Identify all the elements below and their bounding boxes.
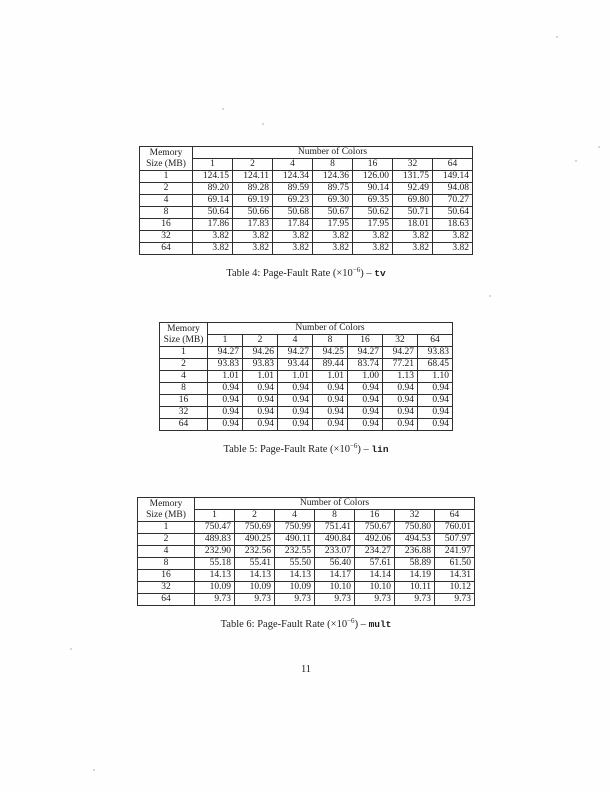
value-cell: 0.94 [243,407,278,419]
table-row [160,359,453,371]
value-cell: 3.82 [313,243,353,255]
memory-size-cell: 8 [160,383,208,395]
value-cell: 3.82 [233,231,273,243]
value-cell: 0.94 [278,407,313,419]
value-cell: 94.27 [278,347,313,359]
value-cell: 9.73 [355,594,395,606]
value-cell: 490.25 [235,534,275,546]
value-cell: 9.73 [395,594,435,606]
table-row [140,219,473,231]
value-cell: 94.27 [208,347,243,359]
value-cell: 232.90 [195,546,235,558]
value-cell: 3.82 [313,231,353,243]
value-cell: 14.17 [315,570,355,582]
memory-size-cell: 8 [138,558,195,570]
value-cell: 0.94 [208,395,243,407]
value-cell: 0.94 [313,407,348,419]
table-row [138,582,475,594]
color-count-header: 32 [393,159,433,171]
scan-speck [222,108,224,110]
value-cell: 0.94 [383,419,418,431]
color-count-header: 4 [278,335,313,347]
memory-size-header-line: Size (MB) [163,334,204,345]
value-cell: 10.11 [395,582,435,594]
color-count-header: 32 [395,510,435,522]
memory-size-header-line: Memory [149,498,183,509]
color-count-header: 8 [313,335,348,347]
table-row [160,407,453,419]
value-cell: 92.49 [393,183,433,195]
value-cell: 9.73 [435,594,475,606]
value-cell: 490.84 [315,534,355,546]
value-cell: 3.82 [393,231,433,243]
color-count-header: 64 [418,335,453,347]
memory-size-cell: 4 [138,546,195,558]
memory-size-header-line: Memory [149,147,183,158]
value-cell: 0.94 [418,383,453,395]
value-cell: 58.89 [395,558,435,570]
table-row [160,383,453,395]
value-cell: 14.14 [355,570,395,582]
caption-text: ) – [357,444,372,455]
memory-size-header-line: Size (MB) [146,158,186,169]
value-cell: 14.19 [395,570,435,582]
value-cell: 68.45 [418,359,453,371]
color-count-header: 16 [348,335,383,347]
table-row [138,522,475,534]
color-count-header: 16 [355,510,395,522]
value-cell: 89.44 [313,359,348,371]
value-cell: 1.13 [383,371,418,383]
value-cell: 234.27 [355,546,395,558]
value-cell: 0.94 [383,395,418,407]
scan-speck [93,769,95,771]
memory-size-cell: 8 [140,207,193,219]
value-cell: 14.13 [275,570,315,582]
caption-exponent: −6 [347,617,355,625]
value-cell: 55.50 [275,558,315,570]
value-cell: 3.82 [433,231,473,243]
value-cell: 492.06 [355,534,395,546]
value-cell: 124.34 [273,171,313,183]
memory-size-cell: 1 [140,171,193,183]
table-row [138,594,475,606]
color-count-header: 2 [243,335,278,347]
value-cell: 750.80 [395,522,435,534]
table-row [140,243,473,255]
value-cell: 750.99 [275,522,315,534]
table-row [160,419,453,431]
value-cell: 50.68 [273,207,313,219]
value-cell: 69.19 [233,195,273,207]
value-cell: 0.94 [243,383,278,395]
value-cell: 3.82 [193,231,233,243]
memory-size-cell: 16 [140,219,193,231]
color-count-header: 8 [315,510,355,522]
value-cell: 89.59 [273,183,313,195]
value-cell: 507.97 [435,534,475,546]
value-cell: 89.75 [313,183,353,195]
value-cell: 3.82 [353,243,393,255]
color-count-header: 1 [193,159,233,171]
table-row [140,183,473,195]
caption-code-tv: tv [374,268,386,279]
value-cell: 14.13 [235,570,275,582]
table-row [138,546,475,558]
table-6-figure [0,497,612,630]
memory-size-cell: 4 [140,195,193,207]
colors-group-header: Number of Colors [208,323,453,335]
value-cell: 93.83 [418,347,453,359]
value-cell: 9.73 [315,594,355,606]
value-cell: 3.82 [353,231,393,243]
value-cell: 50.71 [393,207,433,219]
value-cell: 93.44 [278,359,313,371]
color-count-header: 32 [383,335,418,347]
value-cell: 50.66 [233,207,273,219]
value-cell: 489.83 [195,534,235,546]
value-cell: 3.82 [193,243,233,255]
table-6-caption [0,617,612,630]
scan-speck [489,295,491,297]
memory-size-cell: 64 [160,419,208,431]
value-cell: 94.27 [348,347,383,359]
value-cell: 750.69 [235,522,275,534]
value-cell: 10.10 [315,582,355,594]
value-cell: 90.14 [353,183,393,195]
table-row [160,395,453,407]
memory-size-cell: 32 [140,231,193,243]
value-cell: 0.94 [208,383,243,395]
table-4-figure [0,146,612,279]
value-cell: 10.09 [275,582,315,594]
value-cell: 83.74 [348,359,383,371]
memory-size-header-line: Memory [167,323,200,334]
table-row [140,171,473,183]
value-cell: 236.88 [395,546,435,558]
value-cell: 760.01 [435,522,475,534]
memory-size-cell: 2 [138,534,195,546]
value-cell: 89.20 [193,183,233,195]
value-cell: 751.41 [315,522,355,534]
value-cell: 61.50 [435,558,475,570]
page-fault-table-mult [137,497,475,606]
table-row [160,371,453,383]
value-cell: 0.94 [383,407,418,419]
value-cell: 0.94 [278,383,313,395]
value-cell: 232.55 [275,546,315,558]
value-cell: 0.94 [313,395,348,407]
memory-size-cell: 64 [140,243,193,255]
caption-text: Table 6: Page-Fault Rate (×10 [220,619,348,630]
value-cell: 0.94 [313,383,348,395]
table-5-figure [0,322,612,455]
value-cell: 3.82 [233,243,273,255]
value-cell: 9.73 [195,594,235,606]
table-row [138,570,475,582]
value-cell: 89.28 [233,183,273,195]
table-row [140,231,473,243]
memory-size-cell: 16 [160,395,208,407]
value-cell: 1.01 [243,371,278,383]
value-cell: 750.47 [195,522,235,534]
color-count-header: 1 [195,510,235,522]
caption-text: Table 5: Page-Fault Rate (×10 [223,444,350,455]
value-cell: 77.21 [383,359,418,371]
color-count-header: 64 [433,159,473,171]
value-cell: 10.12 [435,582,475,594]
value-cell: 0.94 [243,419,278,431]
caption-text: ) – [360,268,375,279]
value-cell: 126.00 [353,171,393,183]
table-4-caption [0,266,612,279]
color-count-header: 4 [275,510,315,522]
value-cell: 93.83 [208,359,243,371]
value-cell: 10.10 [355,582,395,594]
value-cell: 0.94 [208,419,243,431]
table-row [138,558,475,570]
caption-exponent: −6 [352,266,361,274]
value-cell: 10.09 [235,582,275,594]
color-count-header: 64 [435,510,475,522]
memory-size-cell: 16 [138,570,195,582]
value-cell: 1.00 [348,371,383,383]
memory-size-cell: 32 [160,407,208,419]
value-cell: 69.30 [313,195,353,207]
value-cell: 0.94 [208,407,243,419]
value-cell: 94.26 [243,347,278,359]
scan-speck [262,123,264,125]
memory-size-cell: 2 [160,359,208,371]
value-cell: 1.01 [313,371,348,383]
value-cell: 0.94 [278,419,313,431]
value-cell: 17.86 [193,219,233,231]
memory-size-cell: 32 [138,582,195,594]
table-row [140,195,473,207]
page-fault-table-lin [159,322,453,431]
memory-size-header [138,498,195,522]
value-cell: 233.07 [315,546,355,558]
value-cell: 0.94 [348,419,383,431]
value-cell: 94.25 [313,347,348,359]
value-cell: 0.94 [348,383,383,395]
value-cell: 9.73 [275,594,315,606]
page-number: 11 [300,664,312,675]
caption-code-mult: mult [368,619,392,630]
scan-speck [556,36,558,38]
value-cell: 124.36 [313,171,353,183]
value-cell: 57.61 [355,558,395,570]
value-cell: 9.73 [235,594,275,606]
value-cell: 3.82 [273,231,313,243]
value-cell: 94.27 [383,347,418,359]
value-cell: 69.14 [193,195,233,207]
value-cell: 124.15 [193,171,233,183]
color-count-header: 1 [208,335,243,347]
value-cell: 149.14 [433,171,473,183]
memory-size-header [160,323,208,347]
value-cell: 1.10 [418,371,453,383]
value-cell: 14.13 [195,570,235,582]
memory-size-cell: 1 [160,347,208,359]
value-cell: 0.94 [278,395,313,407]
memory-size-cell: 4 [160,371,208,383]
value-cell: 0.94 [243,395,278,407]
value-cell: 17.95 [313,219,353,231]
value-cell: 1.01 [208,371,243,383]
value-cell: 0.94 [383,383,418,395]
table-5-caption [0,442,612,455]
value-cell: 750.67 [355,522,395,534]
colors-group-header: Number of Colors [193,147,473,159]
value-cell: 0.94 [348,395,383,407]
value-cell: 1.01 [278,371,313,383]
memory-size-header-line: Size (MB) [146,509,186,520]
page-fault-table-tv [139,146,473,255]
color-count-header: 2 [233,159,273,171]
caption-code-lin: lin [371,444,389,455]
color-count-header: 8 [313,159,353,171]
value-cell: 3.82 [393,243,433,255]
value-cell: 0.94 [418,407,453,419]
value-cell: 3.82 [433,243,473,255]
value-cell: 232.56 [235,546,275,558]
color-count-header: 4 [273,159,313,171]
memory-size-cell: 2 [140,183,193,195]
memory-size-cell: 64 [138,594,195,606]
value-cell: 56.40 [315,558,355,570]
caption-text: Table 4: Page-Fault Rate (×10 [226,268,353,279]
value-cell: 0.94 [313,419,348,431]
caption-exponent: −6 [349,442,358,450]
value-cell: 69.80 [393,195,433,207]
value-cell: 131.75 [393,171,433,183]
value-cell: 0.94 [418,395,453,407]
value-cell: 0.94 [348,407,383,419]
value-cell: 14.31 [435,570,475,582]
value-cell: 17.84 [273,219,313,231]
value-cell: 55.41 [235,558,275,570]
value-cell: 50.64 [193,207,233,219]
value-cell: 10.09 [195,582,235,594]
table-row [138,534,475,546]
value-cell: 50.64 [433,207,473,219]
value-cell: 55.18 [195,558,235,570]
scan-speck [70,648,72,650]
table-row [160,347,453,359]
value-cell: 17.83 [233,219,273,231]
value-cell: 490.11 [275,534,315,546]
value-cell: 494.53 [395,534,435,546]
value-cell: 69.23 [273,195,313,207]
value-cell: 18.01 [393,219,433,231]
value-cell: 17.95 [353,219,393,231]
color-count-header: 16 [353,159,393,171]
memory-size-header [140,147,193,171]
value-cell: 3.82 [273,243,313,255]
memory-size-cell: 1 [138,522,195,534]
value-cell: 124.11 [233,171,273,183]
caption-text: ) – [354,619,369,630]
value-cell: 93.83 [243,359,278,371]
value-cell: 69.35 [353,195,393,207]
value-cell: 241.97 [435,546,475,558]
value-cell: 94.08 [433,183,473,195]
table-row [140,207,473,219]
value-cell: 50.62 [353,207,393,219]
value-cell: 0.94 [418,419,453,431]
value-cell: 70.27 [433,195,473,207]
colors-group-header: Number of Colors [195,498,475,510]
value-cell: 50.67 [313,207,353,219]
value-cell: 18.63 [433,219,473,231]
color-count-header: 2 [235,510,275,522]
